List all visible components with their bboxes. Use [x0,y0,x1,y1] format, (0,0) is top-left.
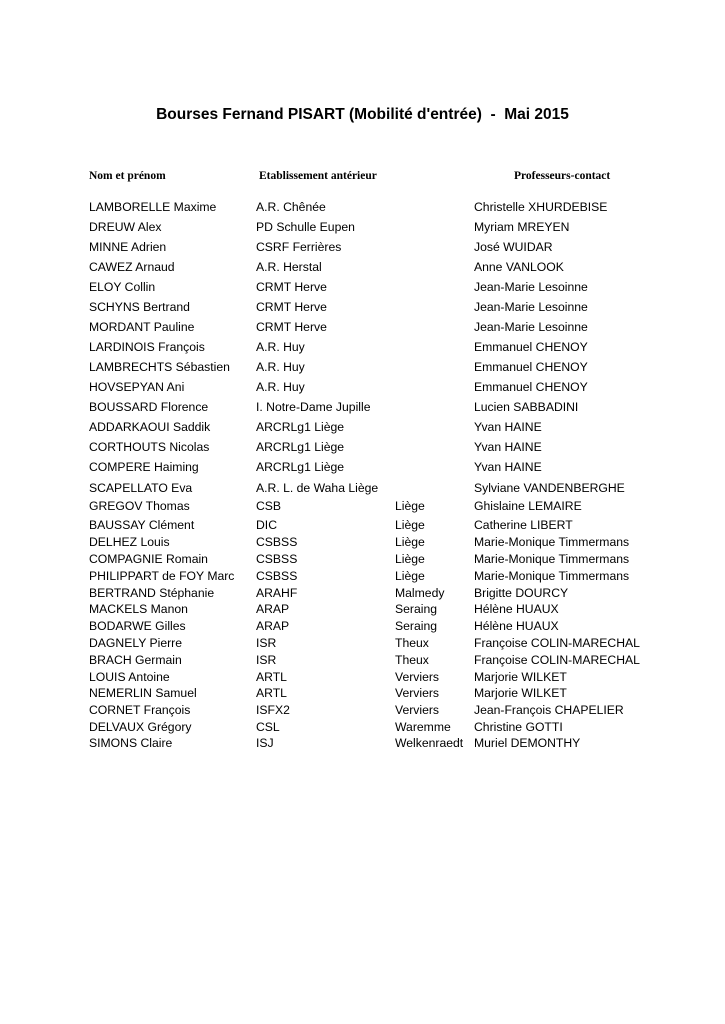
table-row [0,400,725,416]
contact-professor: Emmanuel CHENOY [474,360,588,374]
establishment-city: Welkenraedt [395,736,464,750]
previous-establishment: ARTL [256,670,287,684]
contact-professor: Emmanuel CHENOY [474,380,588,394]
table-row [0,320,725,336]
establishment-city: Liège [395,552,425,566]
table-row [0,535,725,551]
table-row [0,602,725,618]
previous-establishment: ISJ [256,736,274,750]
previous-establishment: CSB [256,499,282,513]
contact-professor: Christine GOTTI [474,720,563,734]
contact-professor: Jean-Marie Lesoinne [474,280,588,294]
previous-establishment: CSBSS [256,569,298,583]
previous-establishment: CRMT Herve [256,300,327,314]
table-row [0,552,725,568]
contact-professor: Françoise COLIN-MARECHAL [474,636,640,650]
student-name: NEMERLIN Samuel [89,686,197,700]
table-row [0,440,725,456]
contact-professor: Marie-Monique Timmermans [474,569,630,583]
student-name: BRACH Germain [89,653,182,667]
table-row [0,653,725,669]
table-row [0,481,725,497]
previous-establishment: A.R. Huy [256,340,305,354]
establishment-city: Liège [395,499,425,513]
previous-establishment: ARAHF [256,586,298,600]
previous-establishment: A.R. Chênée [256,200,326,214]
establishment-city: Verviers [395,686,440,700]
contact-professor: Brigitte DOURCY [474,586,569,600]
table-row [0,569,725,585]
student-name: BOUSSARD Florence [89,400,209,414]
student-name: SCHYNS Bertrand [89,300,190,314]
student-name: CORTHOUTS Nicolas [89,440,210,454]
contact-professor: Catherine LIBERT [474,518,573,532]
previous-establishment: DIC [256,518,277,532]
student-name: GREGOV Thomas [89,499,190,513]
contact-professor: Marie-Monique Timmermans [474,535,630,549]
contact-professor: Hélène HUAUX [474,602,559,616]
table-row [0,686,725,702]
student-name: CAWEZ Arnaud [89,260,175,274]
previous-establishment: ISR [256,636,277,650]
student-name: DELHEZ Louis [89,535,170,549]
contact-professor: Marjorie WILKET [474,686,567,700]
table-row [0,300,725,316]
student-name: PHILIPPART de FOY Marc [89,569,235,583]
table-row [0,670,725,686]
table-row [0,420,725,436]
previous-establishment: ARTL [256,686,287,700]
previous-establishment: CSBSS [256,535,298,549]
table-row [0,220,725,236]
student-name: LAMBORELLE Maxime [89,200,217,214]
contact-professor: Marjorie WILKET [474,670,567,684]
table-row [0,619,725,635]
student-name: HOVSEPYAN Ani [89,380,185,394]
column-header-name: Nom et prénom [89,170,166,182]
previous-establishment: A.R. Herstal [256,260,322,274]
previous-establishment: A.R. L. de Waha Liège [256,481,379,495]
table-row [0,280,725,296]
student-name: BERTRAND Stéphanie [89,586,215,600]
table-row [0,260,725,276]
establishment-city: Theux [395,653,429,667]
previous-establishment: ARAP [256,619,290,633]
contact-professor: Marie-Monique Timmermans [474,552,630,566]
contact-professor: Yvan HAINE [474,460,542,474]
establishment-city: Verviers [395,703,440,717]
table-row [0,360,725,376]
contact-professor: Françoise COLIN-MARECHAL [474,653,640,667]
contact-professor: José WUIDAR [474,240,553,254]
table-row [0,200,725,216]
contact-professor: Anne VANLOOK [474,260,564,274]
contact-professor: Emmanuel CHENOY [474,340,588,354]
contact-professor: Yvan HAINE [474,440,542,454]
establishment-city: Waremme [395,720,451,734]
student-name: DELVAUX Grégory [89,720,192,734]
table-row [0,736,725,752]
contact-professor: Jean-Marie Lesoinne [474,320,588,334]
establishment-city: Seraing [395,619,438,633]
contact-professor: Jean-François CHAPELIER [474,703,624,717]
student-name: ADDARKAOUI Saddik [89,420,211,434]
student-name: BODARWE Gilles [89,619,186,633]
table-row [0,636,725,652]
contact-professor: Myriam MREYEN [474,220,570,234]
previous-establishment: PD Schulle Eupen [256,220,355,234]
table-row [0,499,725,515]
table-row [0,720,725,736]
table-row [0,460,725,476]
establishment-city: Liège [395,569,425,583]
table-row [0,340,725,356]
student-name: MACKELS Manon [89,602,188,616]
student-name: COMPERE Haiming [89,460,199,474]
previous-establishment: A.R. Huy [256,380,305,394]
student-name: ELOY Collin [89,280,156,294]
student-name: DREUW Alex [89,220,162,234]
previous-establishment: ISFX2 [256,703,290,717]
previous-establishment: I. Notre-Dame Jupille [256,400,371,414]
previous-establishment: CRMT Herve [256,280,327,294]
student-name: LAMBRECHTS Sébastien [89,360,230,374]
student-name: MINNE Adrien [89,240,167,254]
previous-establishment: CSL [256,720,280,734]
previous-establishment: ARCRLg1 Liège [256,460,345,474]
student-name: SCAPELLATO Eva [89,481,193,495]
contact-professor: Sylviane VANDENBERGHE [474,481,625,495]
previous-establishment: ARAP [256,602,290,616]
previous-establishment: A.R. Huy [256,360,305,374]
establishment-city: Theux [395,636,429,650]
table-row [0,240,725,256]
previous-establishment: ARCRLg1 Liège [256,440,345,454]
student-name: SIMONS Claire [89,736,173,750]
page-title: Bourses Fernand PISART (Mobilité d'entrée) - Mai 2015 [156,106,569,123]
previous-establishment: CRMT Herve [256,320,327,334]
establishment-city: Malmedy [395,586,445,600]
contact-professor: Jean-Marie Lesoinne [474,300,588,314]
student-name: LOUIS Antoine [89,670,170,684]
establishment-city: Seraing [395,602,438,616]
contact-professor: Muriel DEMONTHY [474,736,581,750]
student-name: LARDINOIS François [89,340,205,354]
student-name: MORDANT Pauline [89,320,195,334]
establishment-city: Liège [395,535,425,549]
contact-professor: Christelle XHURDEBISE [474,200,608,214]
previous-establishment: ISR [256,653,277,667]
establishment-city: Verviers [395,670,440,684]
table-row [0,518,725,534]
table-row [0,586,725,602]
column-header-establishment: Etablissement antérieur [259,170,377,182]
student-name: CORNET François [89,703,191,717]
previous-establishment: ARCRLg1 Liège [256,420,345,434]
table-row [0,380,725,396]
table-row [0,703,725,719]
contact-professor: Hélène HUAUX [474,619,559,633]
student-name: DAGNELY Pierre [89,636,183,650]
contact-professor: Yvan HAINE [474,420,542,434]
contact-professor: Ghislaine LEMAIRE [474,499,582,513]
previous-establishment: CSRF Ferrières [256,240,342,254]
previous-establishment: CSBSS [256,552,298,566]
column-header-professors: Professeurs-contact [514,170,611,182]
establishment-city: Liège [395,518,425,532]
contact-professor: Lucien SABBADINI [474,400,579,414]
student-name: BAUSSAY Clément [89,518,195,532]
student-name: COMPAGNIE Romain [89,552,208,566]
